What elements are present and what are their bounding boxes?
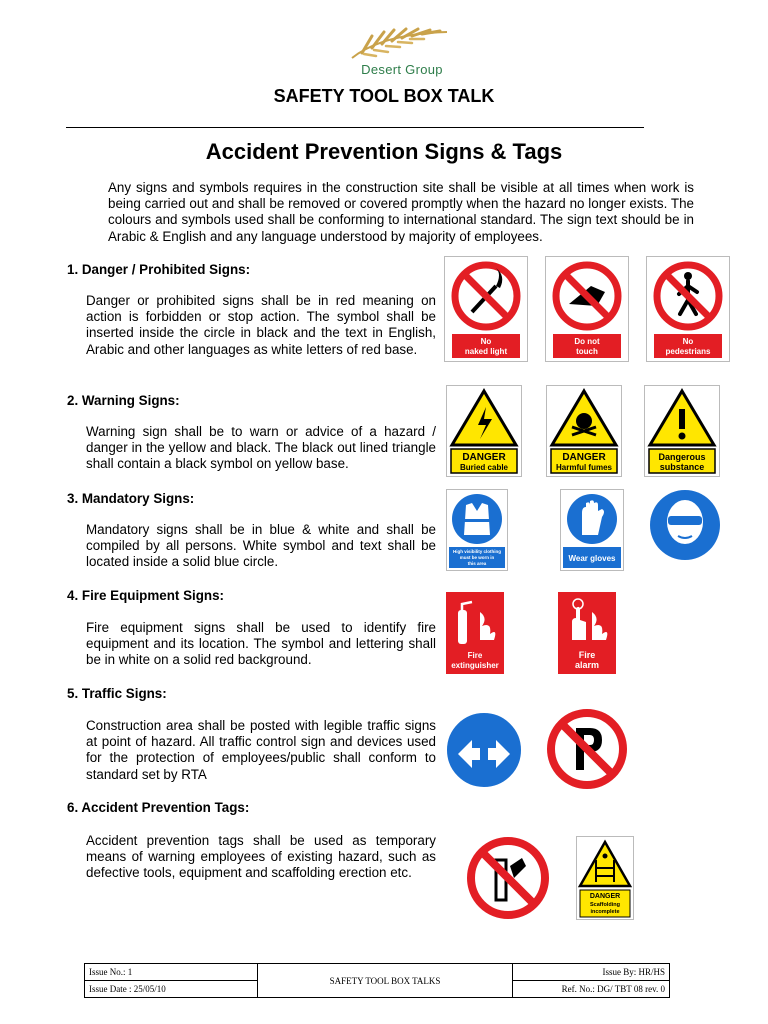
sign-label-line2: naked light — [464, 347, 508, 356]
sign-label-line2: substance — [659, 462, 705, 472]
section-text-fire-equipment: Fire equipment signs shall be used to identify fire equipment and its location. The symbol and lettering shall be in white on a solid red background. — [86, 620, 436, 668]
page-title: SAFETY TOOL BOX TALK — [273, 86, 495, 106]
sign-label-line2: pedestrians — [665, 347, 711, 356]
issue-date: Issue Date : 25/05/10 — [85, 981, 258, 998]
footer-center-title: SAFETY TOOL BOX TALKS — [258, 964, 513, 998]
sign-label-line1: High visibility clothing — [452, 549, 502, 554]
do-not-touch-sign — [545, 256, 629, 362]
sign-label-line3: this area — [467, 561, 487, 566]
section-text-tags: Accident prevention tags shall be used as temporary means of warning employees of existing hazard, such as defective tools, equipment and scaffolding erection etc. — [86, 833, 436, 881]
title-divider — [66, 127, 644, 128]
issue-number: Issue No.: 1 — [85, 964, 258, 981]
danger-harmful-fumes-sign — [546, 385, 622, 477]
sign-label-line1: No — [682, 337, 694, 346]
sign-label-line2: extinguisher — [451, 661, 499, 670]
section-text-warning: Warning sign shall be to warn or advice of a hazard / danger in the yellow and black. The black out lined triangle shall contain a black symbol on yellow base. — [86, 424, 436, 472]
section-heading-warning: 2. Warning Signs: — [67, 393, 180, 408]
section-heading-tags: 6. Accident Prevention Tags: — [67, 800, 250, 815]
logo-text: Desert Group — [361, 62, 443, 77]
dangerous-substance-sign — [644, 385, 720, 477]
document-footer-table — [84, 963, 670, 998]
sign-label-line1: Fire — [467, 651, 483, 660]
section-text-traffic: Construction area shall be posted with legible traffic signs at point of hazard. All traffic control sign and devices used for the protection of employees/public shall conform to standard set by RTA — [86, 718, 436, 782]
no-pedestrians-sign — [646, 256, 730, 362]
sign-label-line1: DANGER — [462, 452, 506, 463]
section-heading-danger: 1. Danger / Prohibited Signs: — [67, 262, 251, 277]
sign-label-line1: DANGER — [589, 893, 621, 900]
danger-scaffolding-incomplete-tag — [576, 836, 634, 920]
fire-alarm-sign — [558, 592, 616, 674]
palm-leaf-icon — [342, 26, 462, 64]
section-heading-traffic: 5. Traffic Signs: — [67, 686, 167, 701]
wear-eye-protection-sign — [648, 488, 722, 562]
no-parking-sign — [546, 708, 628, 790]
keep-left-right-traffic-sign — [444, 710, 524, 790]
fire-extinguisher-sign — [446, 592, 504, 674]
intro-paragraph: Any signs and symbols requires in the construction site shall be visible at all times when work is being carried out and shall be removed or covered promptly when the hazard no longer exists. The colours and symbols used shall be conforming to international standard. The sign text should be in Arabic & English and any language understood by majority of employees. — [108, 180, 694, 244]
desert-group-logo — [342, 26, 462, 82]
section-heading-fire-equipment: 4. Fire Equipment Signs: — [67, 588, 224, 603]
high-visibility-clothing-sign — [446, 489, 508, 571]
sign-label-line2: must be worn in — [459, 555, 495, 560]
sign-label-line1: Dangerous — [658, 452, 706, 462]
sign-label-line3: incomplete — [590, 909, 620, 915]
section-text-danger: Danger or prohibited signs shall be in red meaning on action is forbidden or stop action. The symbol shall be inserted inside the circle in black and the text in English, Arabic and other languages as white letters of red base. — [86, 293, 436, 357]
sign-label-line1: No — [480, 337, 492, 346]
sign-label-line1: Fire — [578, 650, 596, 660]
no-naked-light-sign — [444, 256, 528, 362]
section-heading-mandatory: 3. Mandatory Signs: — [67, 491, 195, 506]
sign-label-line1: Do not — [574, 337, 600, 346]
sign-label-line2: alarm — [574, 660, 600, 670]
sign-label-line2: Buried cable — [459, 463, 509, 472]
sign-label-line1: DANGER — [562, 452, 606, 463]
wear-gloves-sign — [560, 489, 624, 571]
reference-number: Ref. No.: DG/ TBT 08 rev. 0 — [513, 981, 670, 998]
sign-label-line2: Harmful fumes — [555, 463, 613, 472]
danger-buried-cable-sign — [446, 385, 522, 477]
section-text-mandatory: Mandatory signs shall be in blue & white and shall be compiled by all persons. White symbol and text shall be located inside a solid blue circle. — [86, 522, 436, 570]
issued-by: Issue By: HR/HS — [513, 964, 670, 981]
sign-label-line2: touch — [576, 347, 598, 356]
sign-label-line2: Scaffolding — [590, 902, 620, 908]
no-defective-tools-tag — [466, 836, 550, 920]
sign-label-line1: Wear gloves — [568, 554, 616, 563]
document-subtitle: Accident Prevention Signs & Tags — [205, 139, 563, 164]
